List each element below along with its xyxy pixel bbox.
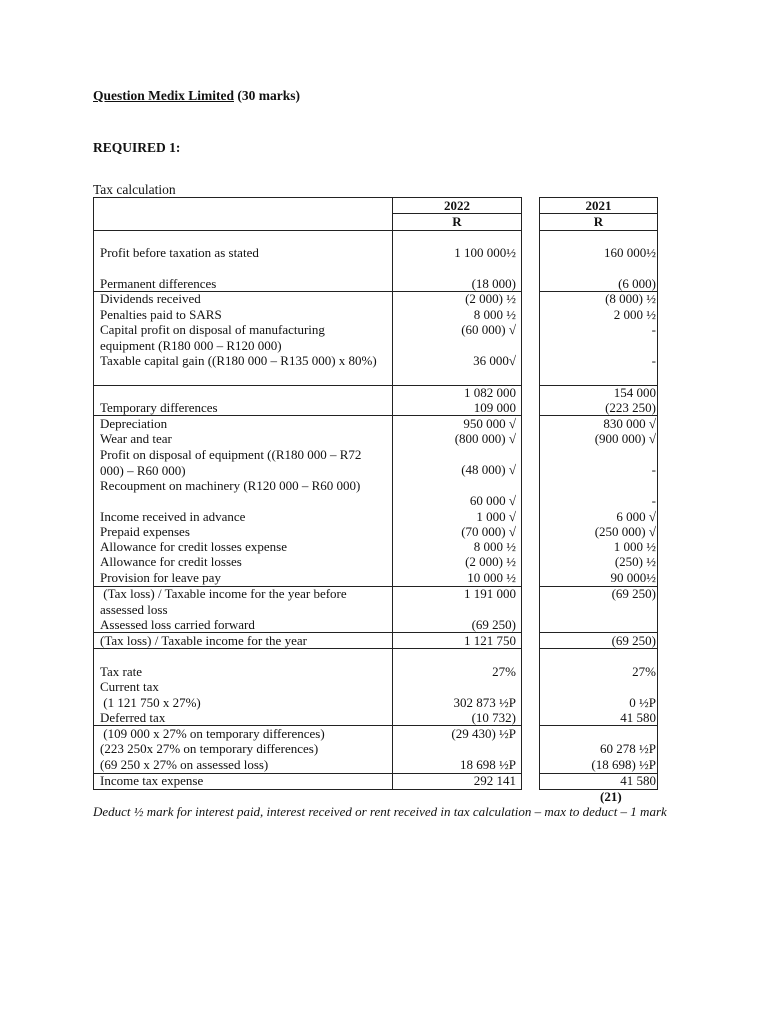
rule-after-header-2021 bbox=[539, 230, 658, 231]
question-title-name: Question Medix Limited bbox=[93, 88, 234, 103]
row-label: Prepaid expenses bbox=[100, 524, 190, 539]
row-label: Tax rate bbox=[100, 664, 143, 679]
row-value-2021: 6 000 √ bbox=[616, 509, 656, 524]
row-value-2021: (18 698) ½P bbox=[591, 757, 656, 772]
header-2021-unit: R bbox=[593, 214, 604, 229]
row-value-2022: (2 000) ½ bbox=[465, 554, 516, 569]
row-value-2022: 36 000√ bbox=[473, 353, 516, 368]
row-value-2021: - bbox=[651, 462, 656, 477]
row-label: Recoupment on machinery (R120 000 – R60 000) bbox=[100, 478, 361, 493]
section-title: Tax calculation bbox=[93, 182, 176, 197]
row-label: Dividends received bbox=[100, 291, 201, 306]
row-value-2022: 292 141 bbox=[473, 773, 516, 788]
row-value-2022: 1 100 000½ bbox=[454, 245, 516, 260]
row-value-2022: 950 000 √ bbox=[463, 416, 516, 431]
row-value-2022: 8 000 ½ bbox=[473, 307, 516, 322]
header-2021-year: 2021 bbox=[585, 198, 612, 213]
row-value-2021: 2 000 ½ bbox=[613, 307, 656, 322]
row-value-2021: 830 000 √ bbox=[603, 416, 656, 431]
required-heading: REQUIRED 1: bbox=[93, 140, 181, 155]
row-value-2021: - bbox=[651, 353, 656, 368]
row-value-2022: 109 000 bbox=[473, 400, 516, 415]
header-2022-unit: R bbox=[452, 214, 462, 229]
row-label: Wear and tear bbox=[100, 431, 172, 446]
row-value-2021: (69 250) bbox=[611, 586, 656, 601]
row-value-2021: 60 278 ½P bbox=[600, 741, 656, 756]
question-title bbox=[93, 88, 300, 104]
question-title-marks: (30 marks) bbox=[234, 88, 300, 103]
row-value-2021: 90 000½ bbox=[610, 570, 656, 585]
row-value-2022: (18 000) bbox=[471, 276, 516, 291]
row-value-2022: 10 000 ½ bbox=[467, 570, 516, 585]
row-label: Profit before taxation as stated bbox=[100, 245, 259, 260]
row-value-2021: 27% bbox=[632, 664, 656, 679]
row-value-2022: (10 732) bbox=[471, 710, 516, 725]
row-value-2022: 302 873 ½P bbox=[453, 695, 516, 710]
row-value-2022: 18 698 ½P bbox=[460, 757, 516, 772]
row-label: Current tax bbox=[100, 679, 159, 694]
row-value-2021: 41 580 bbox=[620, 773, 656, 788]
row-label: (223 250x 27% on temporary differences) bbox=[100, 741, 319, 756]
row-label: Taxable capital gain ((R180 000 – R135 000) x 80%) bbox=[100, 353, 377, 368]
marking-note: Deduct ½ mark for interest paid, interest received or rent received in tax calculation – max to deduct – 1 mark bbox=[93, 804, 667, 819]
row-value-2021: (223 250) bbox=[605, 400, 656, 415]
header-2022-year: 2022 bbox=[444, 198, 470, 213]
row-value-2022: (29 430) ½P bbox=[451, 726, 516, 741]
row-label: Capital profit on disposal of manufacturing equipment (R180 000 – R120 000) bbox=[100, 322, 329, 353]
row-value-2021: (900 000) √ bbox=[594, 431, 656, 446]
row-value-2022: (48 000) √ bbox=[461, 462, 516, 477]
row-value-2021: (250) ½ bbox=[614, 554, 656, 569]
row-label: Profit on disposal of equipment ((R180 000 – R72 000) – R60 000) bbox=[100, 447, 365, 478]
row-label: Temporary differences bbox=[100, 400, 218, 415]
row-value-2022: 1 191 000 bbox=[464, 586, 516, 601]
row-value-2022: 27% bbox=[492, 664, 516, 679]
row-label: Income received in advance bbox=[100, 509, 246, 524]
total-marks: (21) bbox=[600, 789, 622, 804]
row-label: (Tax loss) / Taxable income for the year before assessed loss bbox=[100, 586, 350, 617]
row-label: (Tax loss) / Taxable income for the year bbox=[100, 633, 307, 648]
row-value-2021: 160 000½ bbox=[604, 245, 656, 260]
row-value-2022: (2 000) ½ bbox=[465, 291, 516, 306]
row-value-2022: 1 000 √ bbox=[476, 509, 516, 524]
row-value-2021: 0 ½P bbox=[629, 695, 656, 710]
row-label: Provision for leave pay bbox=[100, 570, 221, 585]
row-label: Allowance for credit losses expense bbox=[100, 539, 287, 554]
row-label: Assessed loss carried forward bbox=[100, 617, 255, 632]
row-label: Penalties paid to SARS bbox=[100, 307, 222, 322]
rule-subtotal bbox=[93, 385, 522, 386]
row-label: (1 121 750 x 27%) bbox=[100, 695, 201, 710]
row-value-2021: - bbox=[651, 322, 656, 337]
row-value-2022: 1 082 000 bbox=[464, 385, 516, 400]
row-value-2022: 8 000 ½ bbox=[473, 539, 516, 554]
row-value-2021: - bbox=[651, 493, 656, 508]
row-value-2021: 41 580 bbox=[620, 710, 656, 725]
row-label: Deferred tax bbox=[100, 710, 166, 725]
row-value-2022: 60 000 √ bbox=[469, 493, 516, 508]
row-value-2022: (69 250) bbox=[471, 617, 516, 632]
row-value-2022: 1 121 750 bbox=[464, 633, 516, 648]
row-value-2021: (69 250) bbox=[611, 633, 656, 648]
row-value-2022: (60 000) √ bbox=[461, 322, 516, 337]
row-value-2022: (70 000) √ bbox=[461, 524, 516, 539]
column-divider-2022 bbox=[392, 197, 393, 790]
row-value-2021: 1 000 ½ bbox=[613, 539, 656, 554]
rule-after-header bbox=[93, 230, 522, 231]
row-value-2021: (8 000) ½ bbox=[605, 291, 656, 306]
row-value-2022: (800 000) √ bbox=[454, 431, 516, 446]
row-label: Allowance for credit losses bbox=[100, 554, 242, 569]
row-value-2021: (250 000) √ bbox=[594, 524, 656, 539]
row-label: (109 000 x 27% on temporary differences) bbox=[100, 726, 325, 741]
row-label: Depreciation bbox=[100, 416, 168, 431]
row-label: Income tax expense bbox=[100, 773, 204, 788]
row-value-2021: 154 000 bbox=[613, 385, 656, 400]
row-value-2021: (6 000) bbox=[618, 276, 656, 291]
row-label: (69 250 x 27% on assessed loss) bbox=[100, 757, 269, 772]
row-label: Permanent differences bbox=[100, 276, 217, 291]
